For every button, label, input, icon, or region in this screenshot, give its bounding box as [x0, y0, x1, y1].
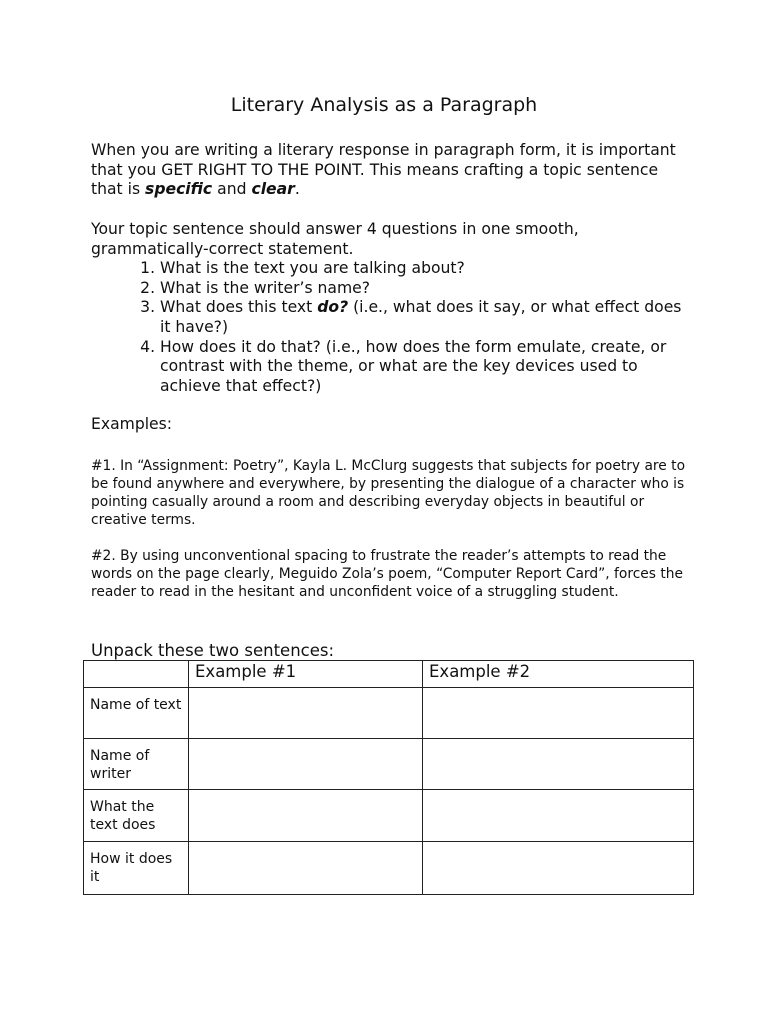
unpack-heading: Unpack these two sentences:	[91, 641, 335, 660]
question-3-emphasis: do?	[317, 298, 349, 317]
cell-example-2[interactable]	[423, 688, 694, 739]
cell-example-1[interactable]	[189, 842, 423, 895]
questions-section	[91, 220, 691, 396]
row-label-how-it-does-it: How it does it	[84, 842, 189, 895]
table-header-example-2: Example #2	[423, 661, 694, 688]
question-3	[160, 298, 691, 337]
row-label-name-of-text: Name of text	[84, 688, 189, 739]
cell-example-2[interactable]	[423, 842, 694, 895]
table-row	[84, 688, 694, 739]
cell-example-1[interactable]	[189, 688, 423, 739]
intro-emphasis-specific: specific	[145, 180, 213, 199]
cell-example-1[interactable]	[189, 739, 423, 790]
page-title: Literary Analysis as a Paragraph	[230, 94, 538, 116]
question-4: 4. How does it do that? (i.e., how does the form emulate, create, or contrast with the theme, or what are the key devices used to achieve that effect?)	[160, 338, 691, 397]
examples-heading: Examples:	[91, 415, 173, 433]
question-3-before: What does this text	[160, 298, 318, 317]
table-row	[84, 790, 694, 842]
example-1-text: #1. In “Assignment: Poetry”, Kayla L. McClurg suggests that subjects for poetry are to be found anywhere and everywhere, by presenting the dialogue of a character who is pointing casually around a room and describing everyday objects in beautiful or creative terms.	[91, 458, 686, 528]
cell-example-2[interactable]	[423, 739, 694, 790]
cell-example-1[interactable]	[189, 790, 423, 842]
table-header-example-1: Example #1	[189, 661, 423, 688]
questions-list	[91, 259, 691, 396]
intro-period: .	[294, 180, 300, 199]
question-3-after: (i.e., what does it say, or what effect does it have?)	[160, 298, 682, 336]
table-row	[84, 739, 694, 790]
question-1: 1. What is the text you are talking about?	[160, 259, 691, 279]
unpack-table	[83, 660, 694, 895]
table-header-blank	[84, 661, 189, 688]
question-2: 2. What is the writer’s name?	[160, 279, 691, 299]
example-2-text: #2. By using unconventional spacing to frustrate the reader’s attempts to read the words on the page clearly, Meguido Zola’s poem, “Computer Report Card”, forces the reader to read in the hesitant and unconfident voice of a struggling student.	[91, 548, 683, 600]
row-label-name-of-writer: Name of writer	[84, 739, 189, 790]
table-header-row	[84, 661, 694, 688]
intro-text: When you are writing a literary response in paragraph form, it is important that you GET RIGHT TO THE POINT. This means crafting a topic sentence that is	[91, 141, 676, 199]
table-row	[84, 842, 694, 895]
questions-lead: Your topic sentence should answer 4 questions in one smooth, grammatically-correct statement.	[91, 220, 579, 258]
cell-example-2[interactable]	[423, 790, 694, 842]
intro-and: and	[212, 180, 252, 199]
intro-emphasis-clear: clear	[251, 180, 295, 199]
row-label-what-text-does: What the text does	[84, 790, 189, 842]
intro-paragraph	[91, 141, 691, 200]
